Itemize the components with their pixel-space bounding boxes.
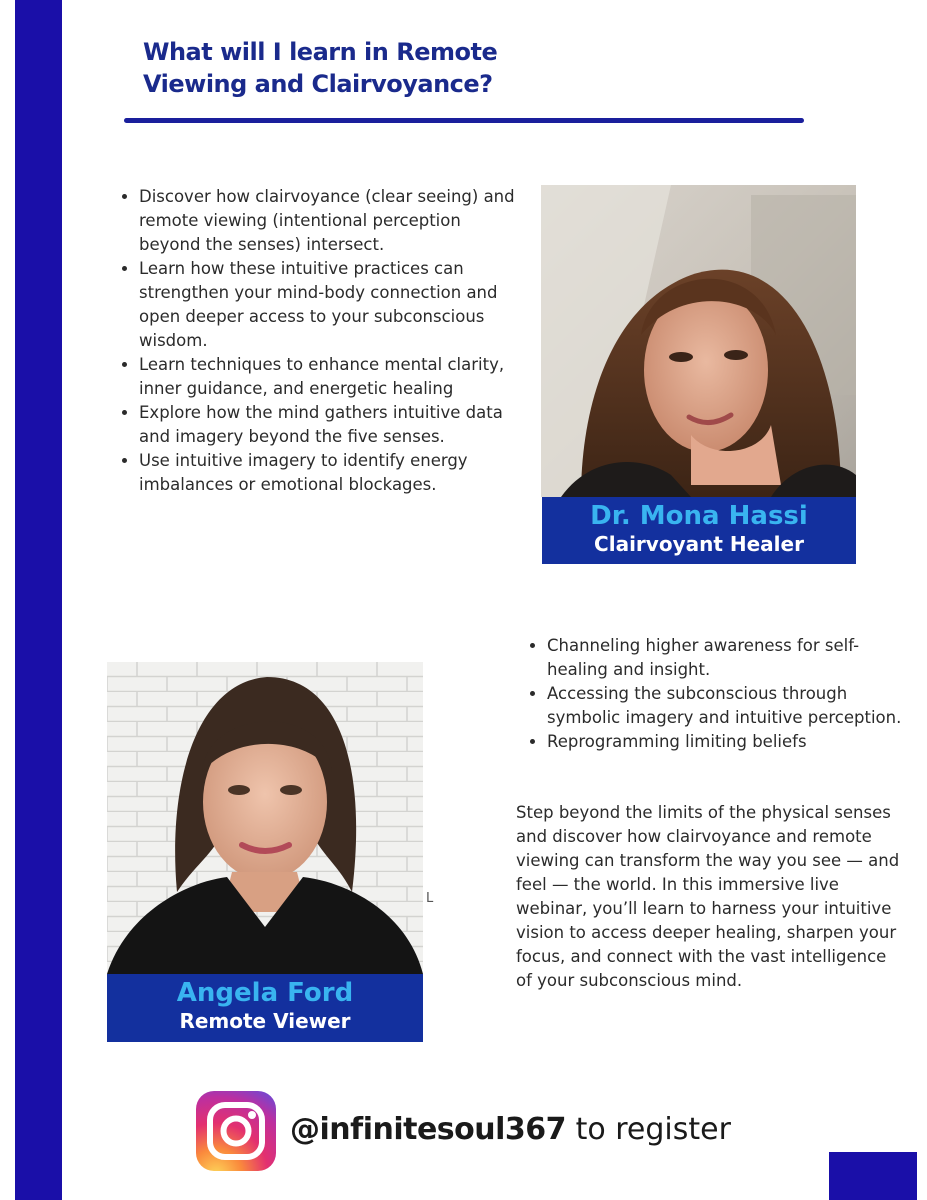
list-item: • Use intuitive imagery to identify energy imbalances or emotional blockages. — [139, 449, 519, 497]
list-item: • Explore how the mind gathers intuitive data and imagery beyond the five senses. — [139, 401, 519, 449]
register-suffix: to register — [566, 1112, 731, 1147]
title-underline — [124, 118, 804, 123]
corner-accent-block — [829, 1152, 917, 1200]
presenter-photo-angela — [107, 662, 423, 974]
list-item: • Discover how clairvoyance (clear seeing) and remote viewing (intentional perception beyond the senses) intersect. — [139, 185, 519, 257]
presenter-name-plate — [542, 497, 856, 564]
instagram-handle[interactable]: @infinitesoul367 — [290, 1112, 567, 1147]
register-line — [290, 1109, 731, 1151]
presenter-role: Clairvoyant Healer — [594, 532, 804, 556]
presenter-name: Dr. Mona Hassi — [590, 501, 808, 531]
list-item: • Reprogramming limiting beliefs — [547, 730, 917, 754]
list-item: • Learn how these intuitive practices can strengthen your mind-body connection and open deeper access to your subconscious wisdom. — [139, 257, 519, 353]
instagram-icon[interactable] — [196, 1091, 276, 1171]
extra-points-list — [525, 634, 917, 754]
presenter-photo-mona — [541, 185, 856, 497]
presenter-name-plate — [107, 974, 423, 1042]
learn-points-list — [117, 185, 519, 497]
presenter-card-angela — [107, 662, 423, 1042]
presenter-name: Angela Ford — [176, 978, 354, 1008]
page-title: What will I learn in Remote Viewing and Clairvoyance? — [143, 38, 498, 98]
webinar-description: Step beyond the limits of the physical senses and discover how clairvoyance and remote viewing can transform the way you see — and feel — the world. In this immersive live webinar, you’ll learn to harness your intuitive vision to access deeper healing, sharpen your focus, and connect with the vast intelligence of your subconscious mind. — [516, 803, 900, 990]
stray-mark: L — [426, 891, 434, 906]
left-accent-bar — [15, 0, 62, 1200]
list-item: • Channeling higher awareness for self-healing and insight. — [547, 634, 917, 682]
list-item: • Learn techniques to enhance mental clarity, inner guidance, and energetic healing — [139, 353, 519, 401]
presenter-card-mona — [541, 185, 856, 564]
list-item: • Accessing the subconscious through symbolic imagery and intuitive perception. — [547, 682, 917, 730]
presenter-role: Remote Viewer — [179, 1009, 351, 1033]
